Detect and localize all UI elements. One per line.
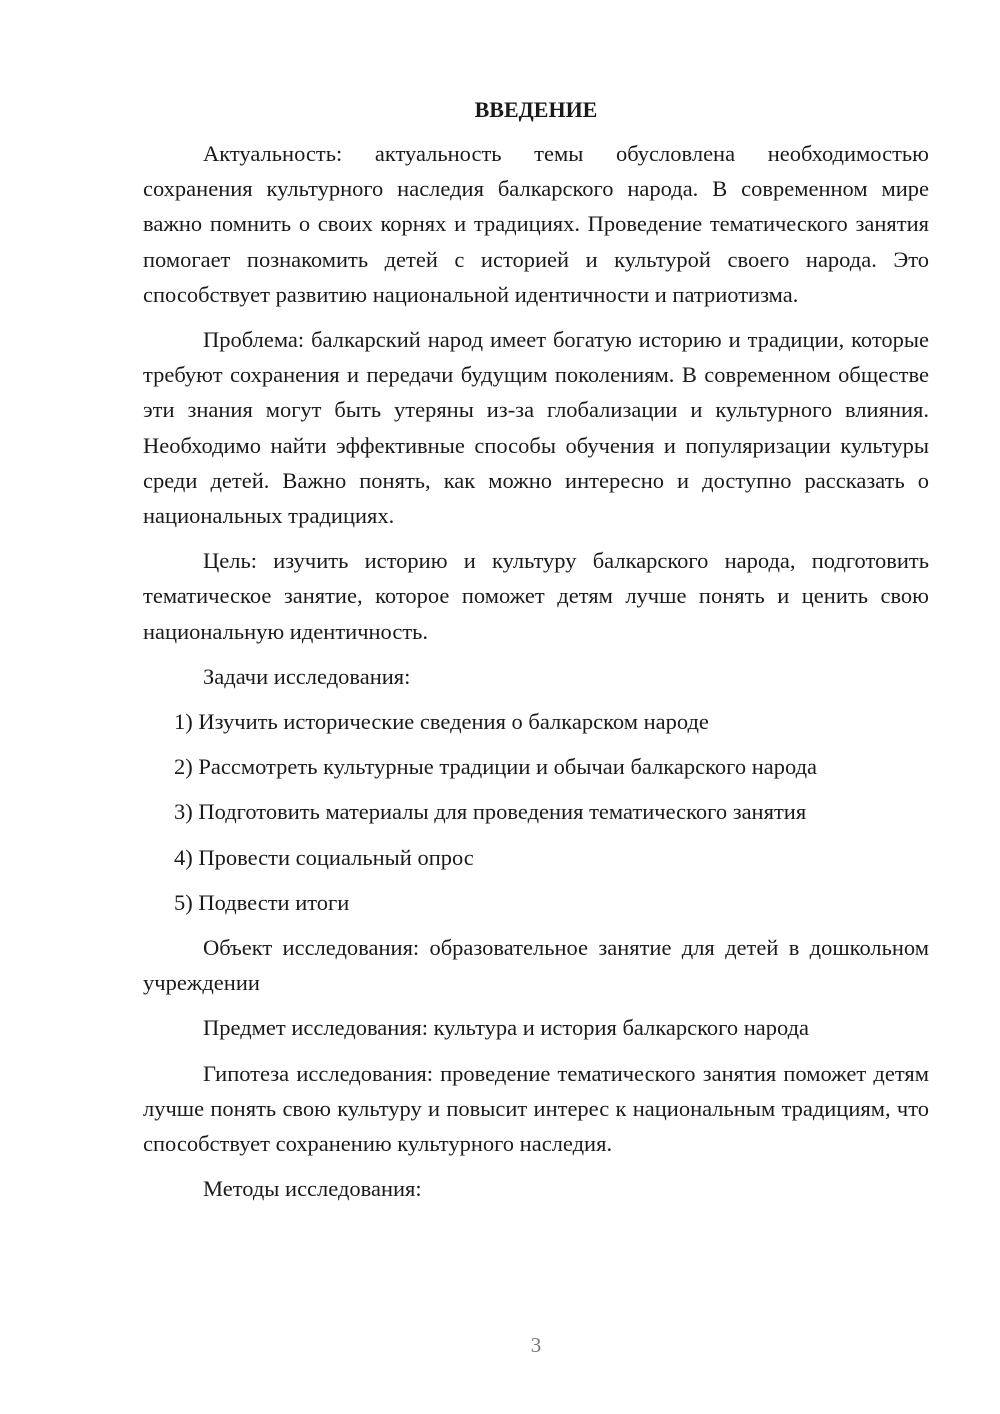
paragraph-goal: Цель: изучить историю и культуру балкарского народа, подготовить тематическое занятие, которое поможет детям лучше понять и ценить свою национальную идентичность. — [143, 548, 929, 644]
task-item: 3) Подготовить материалы для проведения тематического занятия — [174, 799, 807, 825]
task-item: 2) Рассмотреть культурные традиции и обычаи балкарского народа — [174, 754, 818, 780]
task-item: 5) Подвести итоги — [174, 889, 350, 915]
page-number: 3 — [530, 1333, 542, 1357]
paragraph-hypothesis: Гипотеза исследования: проведение тематического занятия поможет детям лучше понять свою культуру и повысит интерес к национальным традициям, что способствует сохранению культурного наследия. — [143, 1060, 929, 1157]
document-page — [143, 92, 929, 1216]
tasks-heading: Задачи исследования: — [203, 663, 411, 689]
page-title: ВВЕДЕНИЕ — [474, 97, 598, 122]
task-item: 4) Провести социальный опрос — [174, 844, 474, 870]
methods-heading: Методы исследования: — [203, 1176, 422, 1202]
paragraph-object: Объект исследования: образовательное занятие для детей в дошкольном учреждении — [143, 935, 929, 996]
paragraph-relevance: Актуальность: актуальность темы обусловлена необходимостью сохранения культурного наследия балкарского народа. В современном мире важно помнить о своих корнях и традициях. Проведение тематического занятия помогает познакомить детей с историей и культурой своего народа. Это способствует развитию национальной идентичности и патриотизма. — [143, 141, 929, 307]
paragraph-problem: Проблема: балкарский народ имеет богатую историю и традиции, которые требуют сохранения и передачи будущим поколениям. В современном обществе эти знания могут быть утеряны из-за глобализации и культурного влияния. Необходимо найти эффективные способы обучения и популяризации культуры среди детей. Важно понять, как можно интересно и доступно рассказать о национальных традициях. — [143, 327, 929, 529]
task-item: 1) Изучить исторические сведения о балкарском народе — [174, 709, 709, 735]
paragraph-subject: Предмет исследования: культура и история балкарского народа — [203, 1015, 810, 1041]
